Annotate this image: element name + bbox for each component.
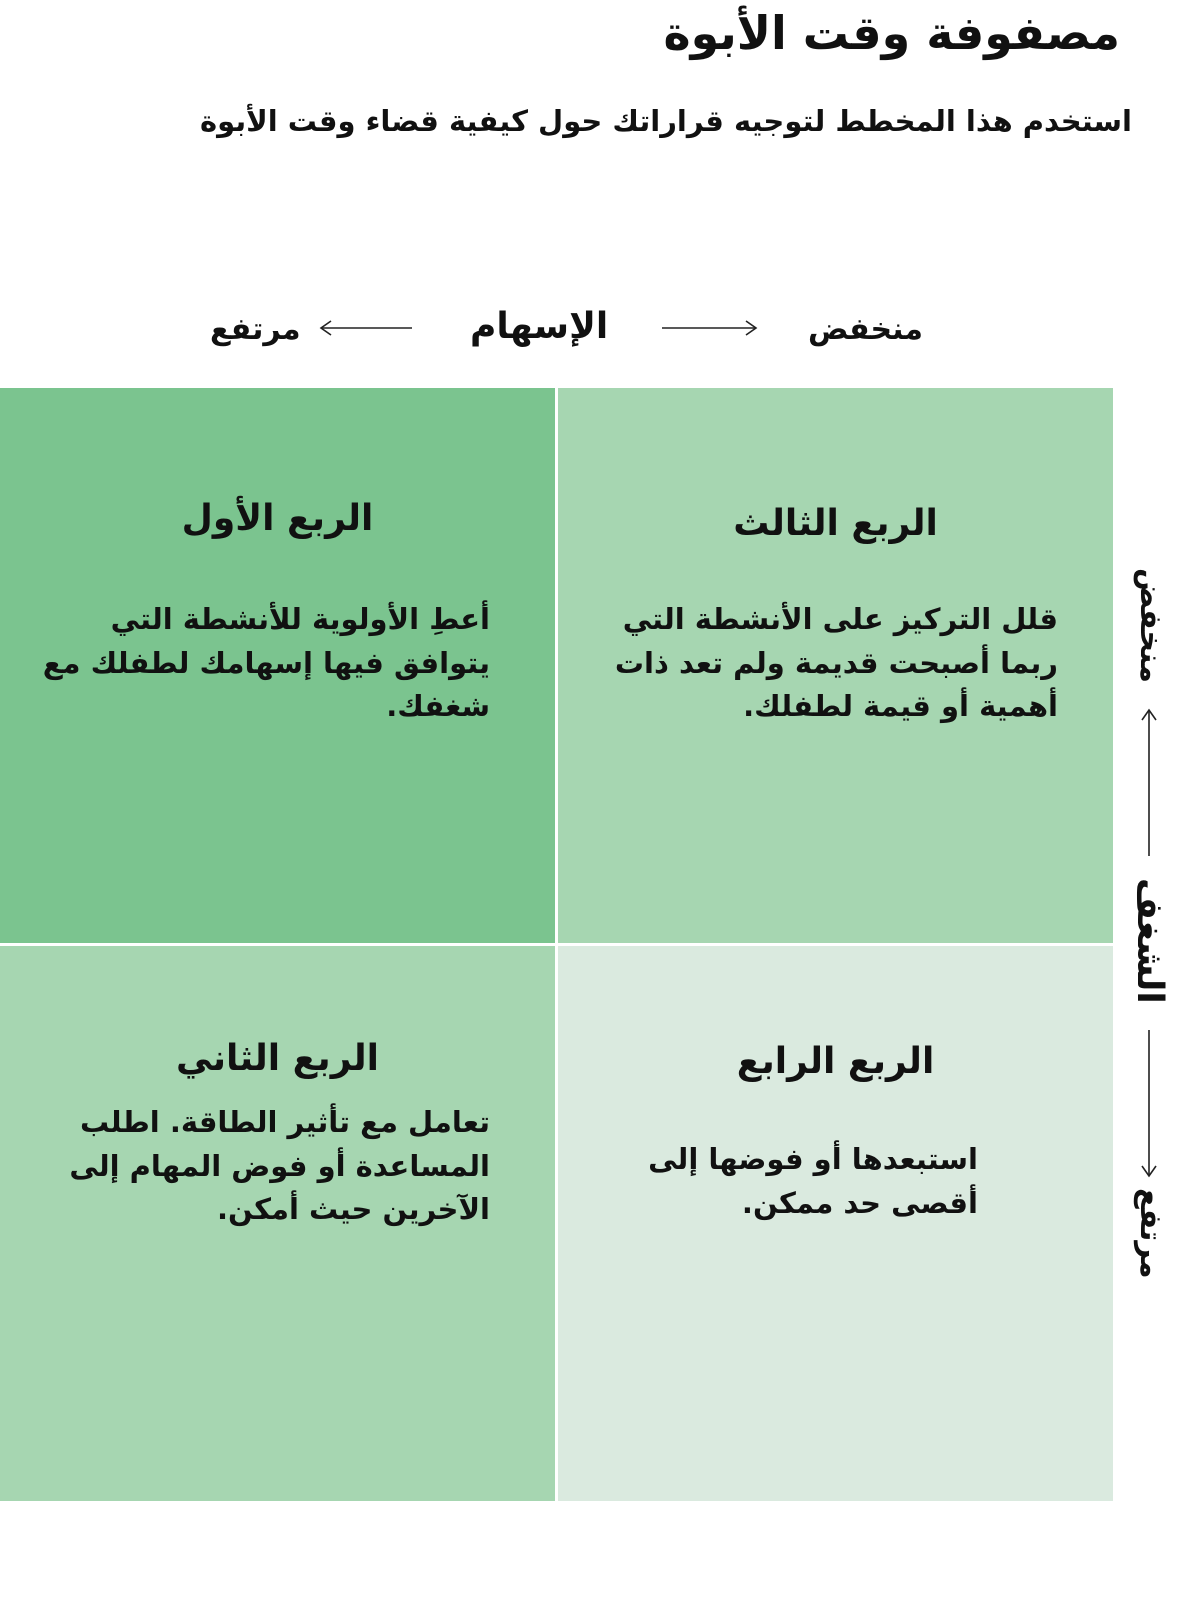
quadrant-title: الربع الأول <box>181 498 374 539</box>
quadrant-text: أعطِ الأولوية للأنشطة التي يتوافق فيها إسهامك لطفلك مع شغفك. <box>42 602 490 723</box>
quadrant-first <box>0 388 555 943</box>
page-title: مصفوفة وقت الأبوة <box>663 6 1120 60</box>
y-axis-low-label: منخفض <box>1133 568 1168 683</box>
x-axis <box>0 300 1200 370</box>
page-subtitle: استخدم هذا المخطط لتوجيه قراراتك حول كيفية قضاء وقت الأبوة <box>199 104 1132 138</box>
arrow-left-icon <box>318 320 414 336</box>
quadrant-second <box>0 946 555 1501</box>
x-axis-high-label: مرتفع <box>210 312 301 347</box>
y-axis-high-label: مرتفع <box>1133 1188 1168 1279</box>
arrow-right-icon <box>660 320 760 336</box>
y-axis <box>1113 388 1200 1500</box>
quadrant-fourth <box>558 946 1113 1501</box>
x-axis-label: الإسهام <box>470 306 609 347</box>
quadrant-title: الربع الثالث <box>733 503 938 544</box>
quadrant-text: قلل التركيز على الأنشطة التي ربما أصبحت قديمة ولم تعد ذات أهمية أو قيمة لطفلك. <box>614 602 1058 723</box>
arrow-up-icon <box>1141 708 1157 858</box>
quadrant-third <box>558 388 1113 943</box>
y-axis-label: الشغف <box>1129 878 1170 1004</box>
quadrant-text: تعامل مع تأثير الطاقة. اطلب المساعدة أو فوض المهام إلى الآخرين حيث أمكن. <box>69 1105 490 1226</box>
quadrant-title: الربع الرابع <box>736 1041 935 1082</box>
x-axis-low-label: منخفض <box>808 312 923 347</box>
matrix-grid <box>0 388 1113 1500</box>
arrow-down-icon <box>1141 1028 1157 1178</box>
quadrant-text: استبعدها أو فوضها إلى أقصى حد ممكن. <box>648 1142 978 1220</box>
quadrant-title: الربع الثاني <box>176 1038 379 1079</box>
